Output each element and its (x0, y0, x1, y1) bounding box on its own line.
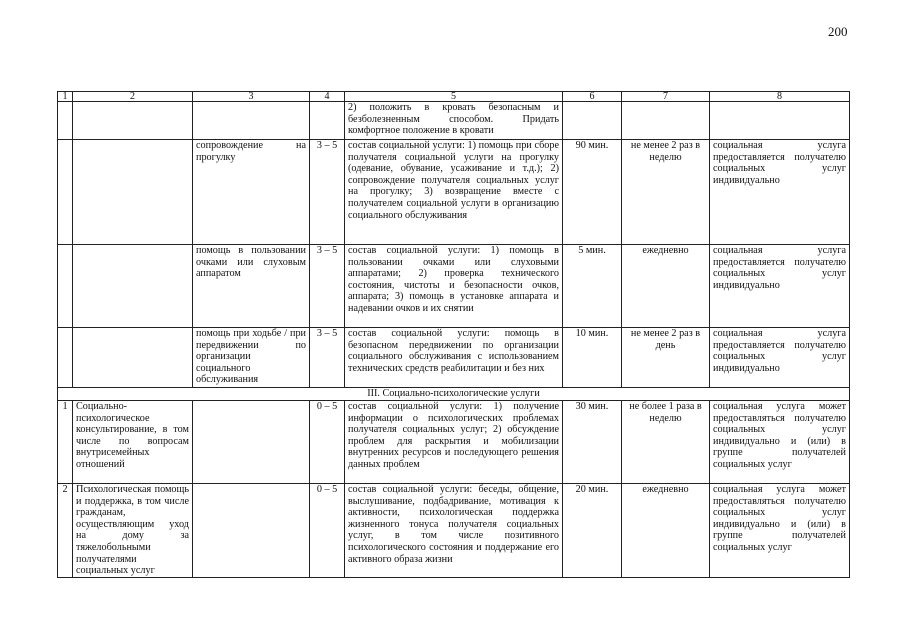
description-cell: 2) положить в кровать безопасным и безболезненным способом. Придать комфортное положение в кровати (345, 102, 563, 140)
time-norm-cell: 3 – 5 (310, 328, 345, 388)
service-cell: Психологическая помощь и поддержка, в том числе гражданам, осуществляющим уход на дому за тяжелобольными получателями социальных услуг (73, 484, 193, 578)
conditions-cell (710, 102, 850, 140)
header-cell: 7 (622, 92, 710, 102)
frequency-cell (622, 102, 710, 140)
service-cell (73, 102, 193, 140)
frequency-cell: не более 1 раза в неделю (622, 401, 710, 484)
service-cell (73, 328, 193, 388)
conditions-cell: социальная услуга может предоставляться получателю социальных услуг индивидуально и (или) в группе получателей социальных услуг (710, 401, 850, 484)
service-cell: Социально-психологическое консультирование, в том числе по вопросам внутрисемейных отношений (73, 401, 193, 484)
num-cell (58, 102, 73, 140)
time-norm-cell: 3 – 5 (310, 140, 345, 245)
section-row (58, 388, 850, 401)
section-title: III. Социально-психологические услуги (58, 388, 850, 401)
num-cell: 1 (58, 401, 73, 484)
table-row (58, 140, 850, 245)
conditions-cell: социальная услуга предоставляется получателю социальных услуг индивидуально (710, 328, 850, 388)
subservice-cell: помощь при ходьбе / при передвижении по организации социального обслуживания (193, 328, 310, 388)
duration-cell (563, 102, 622, 140)
time-norm-cell: 0 – 5 (310, 484, 345, 578)
header-cell: 4 (310, 92, 345, 102)
subservice-cell (193, 102, 310, 140)
service-cell (73, 245, 193, 328)
description-cell: состав социальной услуги: беседы, общение, выслушивание, подбадривание, мотивация к активности, психологическая поддержка жизненного тонуса получателя социальных услуг, в том числе позитивного психологического состояния и поддержание его активного образа жизни (345, 484, 563, 578)
subservice-cell: сопровождение на прогулку (193, 140, 310, 245)
frequency-cell: не менее 2 раз в день (622, 328, 710, 388)
frequency-cell: ежедневно (622, 245, 710, 328)
frequency-cell: не менее 2 раз в неделю (622, 140, 710, 245)
description-cell: состав социальной услуги: 1) получение информации о психологических проблемах получателя социальных услуг; 2) обсуждение проблем для раскрытия и мобилизации внутренних ресурсов и последующего решения данных проблем (345, 401, 563, 484)
subservice-cell (193, 484, 310, 578)
duration-cell: 90 мин. (563, 140, 622, 245)
description-cell: состав социальной услуги: 1) помощь при сборе получателя социальной услуги на прогулку (одевание, обувание, усаживание и т.д.); 2) сопровождение получателя социальных услуг на прогулку; 3) возвращение вместе с получателем социальной услуги в организацию социального обслуживания (345, 140, 563, 245)
time-norm-cell (310, 102, 345, 140)
conditions-cell: социальная услуга предоставляется получателю социальных услуг индивидуально (710, 140, 850, 245)
header-cell: 1 (58, 92, 73, 102)
header-row (58, 92, 850, 102)
page-number: 200 (828, 24, 848, 39)
duration-cell: 10 мин. (563, 328, 622, 388)
duration-cell: 5 мин. (563, 245, 622, 328)
table-row (58, 102, 850, 140)
subservice-cell (193, 401, 310, 484)
time-norm-cell: 0 – 5 (310, 401, 345, 484)
table-row (58, 245, 850, 328)
services-table (57, 91, 850, 578)
header-cell: 5 (345, 92, 563, 102)
header-cell: 6 (563, 92, 622, 102)
num-cell: 2 (58, 484, 73, 578)
conditions-cell: социальная услуга предоставляется получателю социальных услуг индивидуально (710, 245, 850, 328)
num-cell (58, 328, 73, 388)
num-cell (58, 140, 73, 245)
duration-cell: 20 мин. (563, 484, 622, 578)
table-row (58, 484, 850, 578)
description-cell: состав социальной услуги: 1) помощь в пользовании очками или слуховыми аппаратами; 2) проверка технического состояния, чистоты и безопасности очков, аппарата; 3) помощь в установке аппарата и надевании очков и их снятии (345, 245, 563, 328)
header-cell: 3 (193, 92, 310, 102)
header-cell: 8 (710, 92, 850, 102)
time-norm-cell: 3 – 5 (310, 245, 345, 328)
num-cell (58, 245, 73, 328)
table-row (58, 401, 850, 484)
header-cell: 2 (73, 92, 193, 102)
table-row (58, 328, 850, 388)
subservice-cell: помощь в пользовании очками или слуховым аппаратом (193, 245, 310, 328)
duration-cell: 30 мин. (563, 401, 622, 484)
description-cell: состав социальной услуги: помощь в безопасном передвижении по организации социального обслуживания с использованием технических средств реабилитации и без них (345, 328, 563, 388)
conditions-cell: социальная услуга может предоставляться получателю социальных услуг индивидуально и (или) в группе получателей социальных услуг (710, 484, 850, 578)
service-cell (73, 140, 193, 245)
frequency-cell: ежедневно (622, 484, 710, 578)
